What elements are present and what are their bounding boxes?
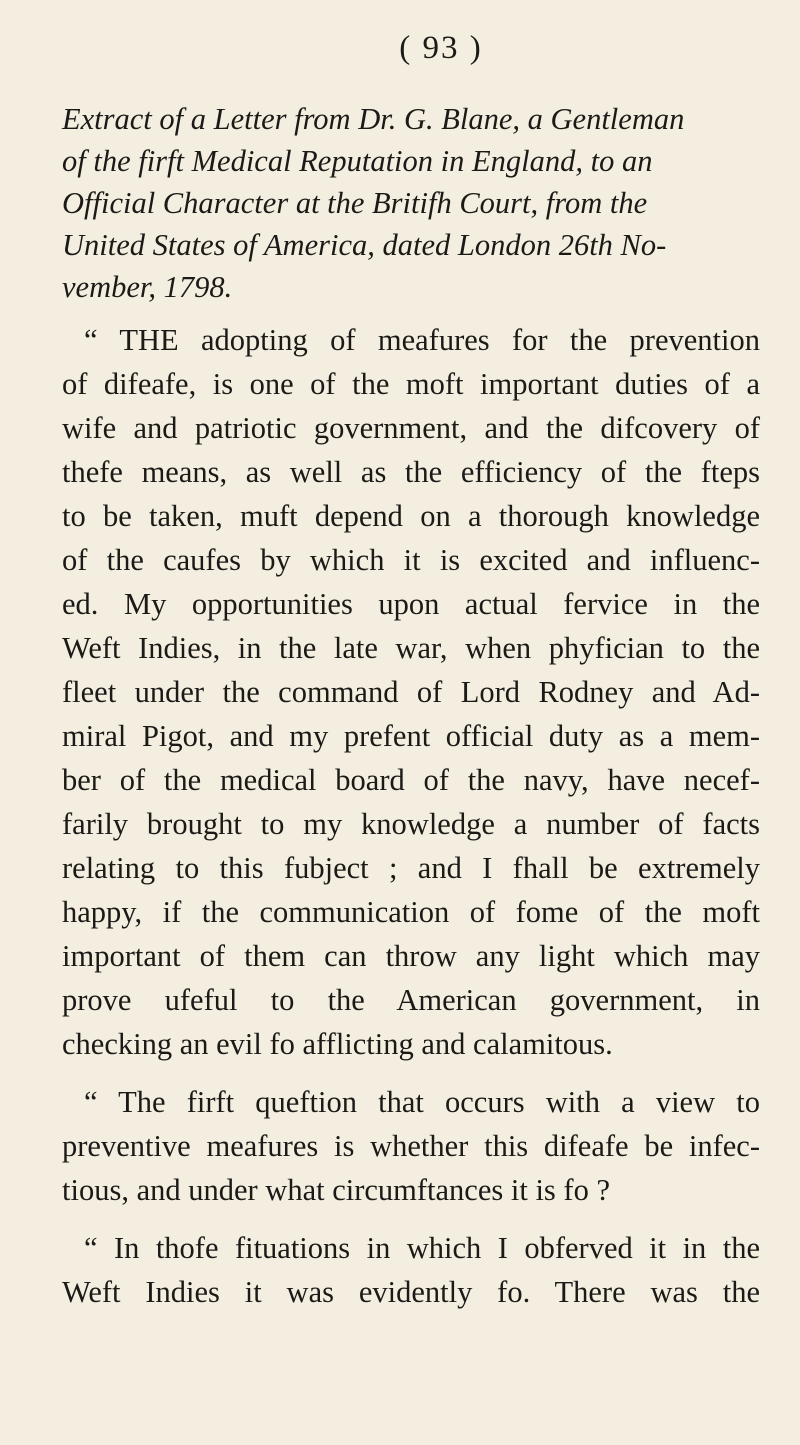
text-line: “ THE adopting of meafures for the prevention [84, 323, 760, 357]
text-line: checking an evil fo afflicting and calamitous. [62, 1027, 613, 1061]
paragraph-1 [62, 318, 760, 1066]
heading-line: of the firft Medical Reputation in England, to an [62, 144, 653, 178]
text-line: of difeafe, is one of the moft important duties of a [62, 367, 760, 401]
text-line: Weft Indies it was evidently fo. There was the [62, 1275, 760, 1309]
text-line: of the caufes by which it is excited and influenc- [62, 543, 760, 577]
text-line: relating to this fubject ; and I fhall be extremely [62, 851, 760, 885]
heading-line: United States of America, dated London 26th No- [62, 228, 667, 262]
paragraph-2 [62, 1080, 760, 1212]
letter-heading [62, 98, 760, 308]
text-line: thefe means, as well as the efficiency of the fteps [62, 455, 760, 489]
text-line: preventive meafures is whether this difeafe be infec- [62, 1129, 760, 1163]
text-line: wife and patriotic government, and the difcovery of [62, 411, 760, 445]
text-line: ed. My opportunities upon actual fervice in the [62, 587, 760, 621]
text-line: to be taken, muft depend on a thorough knowledge [62, 499, 760, 533]
text-line: “ The firft queftion that occurs with a view to [84, 1085, 760, 1119]
heading-line: vember, 1798. [62, 270, 233, 304]
text-line: prove ufeful to the American government, in [62, 983, 760, 1017]
paragraph-3 [62, 1226, 760, 1314]
text-line: fleet under the command of Lord Rodney and Ad- [62, 675, 760, 709]
text-line: “ In thofe fituations in which I obferved it in the [84, 1231, 760, 1265]
text-line: happy, if the communication of fome of the moft [62, 895, 760, 929]
page-number: ( 93 ) [399, 30, 483, 66]
heading-line: Extract of a Letter from Dr. G. Blane, a Gentleman [62, 102, 685, 136]
text-line: important of them can throw any light which may [62, 939, 760, 973]
text-line: miral Pigot, and my prefent official duty as a mem- [62, 719, 760, 753]
heading-line: Official Character at the Britifh Court, from the [62, 186, 648, 220]
text-line: farily brought to my knowledge a number of facts [62, 807, 760, 841]
text-line: Weft Indies, in the late war, when phyfician to the [62, 631, 760, 665]
text-line: ber of the medical board of the navy, have necef- [62, 763, 760, 797]
text-line: tious, and under what circumftances it is fo ? [62, 1173, 610, 1207]
